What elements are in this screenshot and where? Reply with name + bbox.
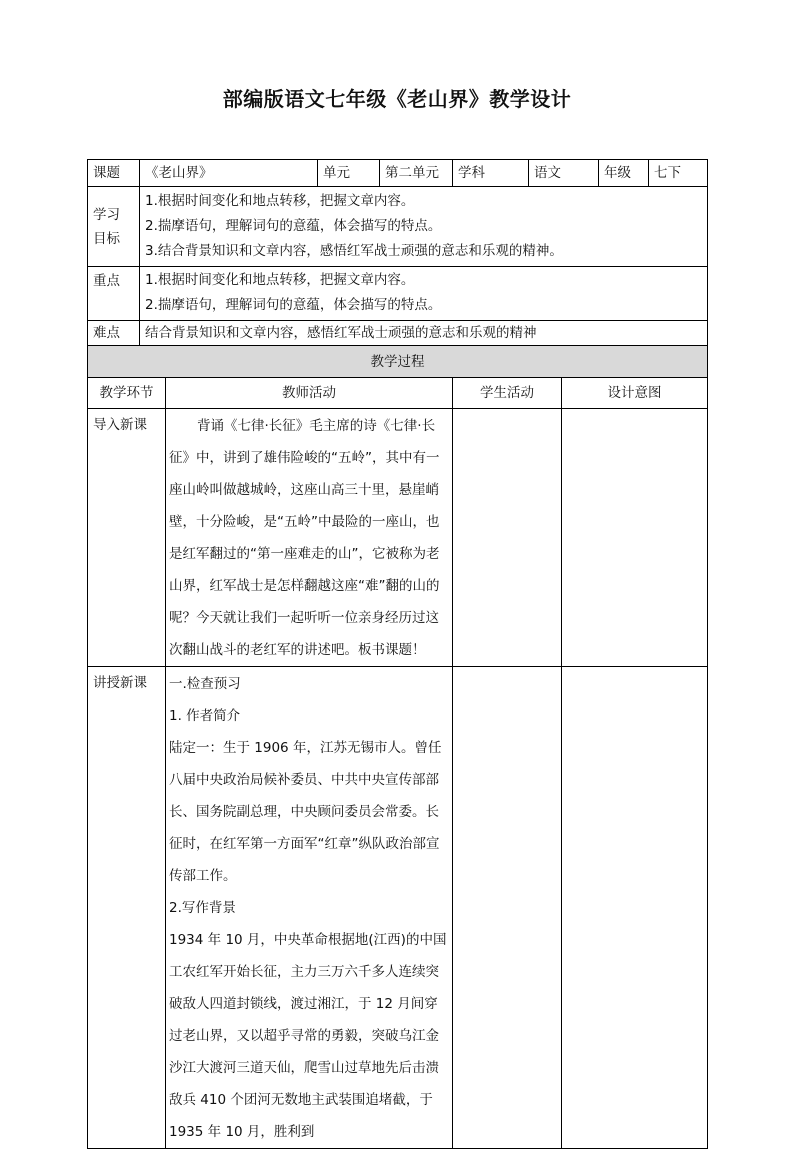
unit-label: 单元 <box>318 160 380 187</box>
key-point-item: 2.揣摩语句，理解词句的意蕴，体会描写的特点。 <box>145 297 442 313</box>
course-label: 课题 <box>88 160 140 187</box>
section-paragraph: 1. 作者简介 <box>169 708 241 724</box>
section-stage: 导入新课 <box>88 409 166 667</box>
col-stage-header: 教学环节 <box>88 378 166 409</box>
process-columns-row <box>88 378 708 409</box>
key-points-row <box>88 267 708 321</box>
section-design-intent <box>562 409 708 667</box>
col-student-header: 学生活动 <box>453 378 562 409</box>
process-header-row <box>88 346 708 378</box>
grade-value: 七下 <box>649 160 708 187</box>
section-row-intro <box>88 409 708 667</box>
section-teacher-activity <box>166 409 453 667</box>
goals-content <box>140 187 708 267</box>
section-student-activity <box>453 409 562 667</box>
section-stage: 讲授新课 <box>88 667 166 1149</box>
section-student-activity <box>453 667 562 1149</box>
key-point-item: 1.根据时间变化和地点转移，把握文章内容。 <box>145 272 415 288</box>
key-points-content <box>140 267 708 321</box>
info-row <box>88 160 708 187</box>
section-paragraph: 1934 年 10 月，中央革命根据地(江西)的中国工农红军开始长征，主力三万六千多人连续突破敌人四道封锁线，渡过湘江，于 12 月间穿过老山界，又以超乎寻常的勇毅，突破乌江金沙江大渡河三道天仙，爬雪山过草地先后击溃敌兵 410 个团河无数地主武装围追堵截，于 1935 年 10 月，胜利到 <box>169 932 447 1140</box>
page-title: 部编版语文七年级《老山界》教学设计 <box>222 87 572 111</box>
lesson-plan-table-wrap <box>87 159 707 1149</box>
goals-label-line1: 学习 <box>93 206 120 223</box>
key-points-label: 重点 <box>88 267 140 321</box>
col-teacher-header: 教师活动 <box>166 378 453 409</box>
section-paragraph: 一.检查预习 <box>169 676 241 692</box>
goals-label <box>88 187 140 267</box>
subject-label: 学科 <box>453 160 529 187</box>
goal-item: 3.结合背景知识和文章内容，感悟红军战士顽强的意志和乐观的精神。 <box>145 243 563 259</box>
section-paragraph: 陆定一：生于 1906 年，江苏无锡市人。曾任八届中央政治局候补委员、中共中央宣传部部长、国务院副总理，中央顾问委员会常委。长征时，在红军第一方面军“红章”纵队政治部宣传部工作。 <box>169 740 442 884</box>
course-value: 《老山界》 <box>140 160 318 187</box>
subject-value: 语文 <box>529 160 599 187</box>
col-intent-header: 设计意图 <box>562 378 708 409</box>
section-paragraph: 2.写作背景 <box>169 900 236 916</box>
unit-value: 第二单元 <box>380 160 453 187</box>
process-header: 教学过程 <box>88 346 708 378</box>
goal-item: 2.揣摩语句，理解词句的意蕴，体会描写的特点。 <box>145 218 442 234</box>
goals-label-line2: 目标 <box>93 230 120 247</box>
difficulty-text: 结合背景知识和文章内容，感悟红军战士顽强的意志和乐观的精神 <box>140 321 708 346</box>
section-design-intent <box>562 667 708 1149</box>
grade-label: 年级 <box>599 160 649 187</box>
section-row-teaching <box>88 667 708 1149</box>
goals-row <box>88 187 708 267</box>
section-teacher-activity <box>166 667 453 1149</box>
section-paragraph: 背诵《七律·长征》毛主席的诗《七律·长征》中，讲到了雄伟险峻的“五岭”，其中有一座山岭叫做越城岭，这座山高三十里，悬崖峭壁，十分险峻，是“五岭”中最险的一座山，也是红军翻过的“第一座难走的山”，它被称为老山界，红军战士是怎样翻越这座“难”翻的山的呢？今天就让我们一起听听一位亲身经历过这次翻山战斗的老红军的讲述吧。板书课题！ <box>169 418 440 658</box>
difficulty-label: 难点 <box>88 321 140 346</box>
lesson-plan-table <box>87 159 708 1149</box>
goal-item: 1.根据时间变化和地点转移，把握文章内容。 <box>145 193 415 209</box>
difficulty-row <box>88 321 708 346</box>
